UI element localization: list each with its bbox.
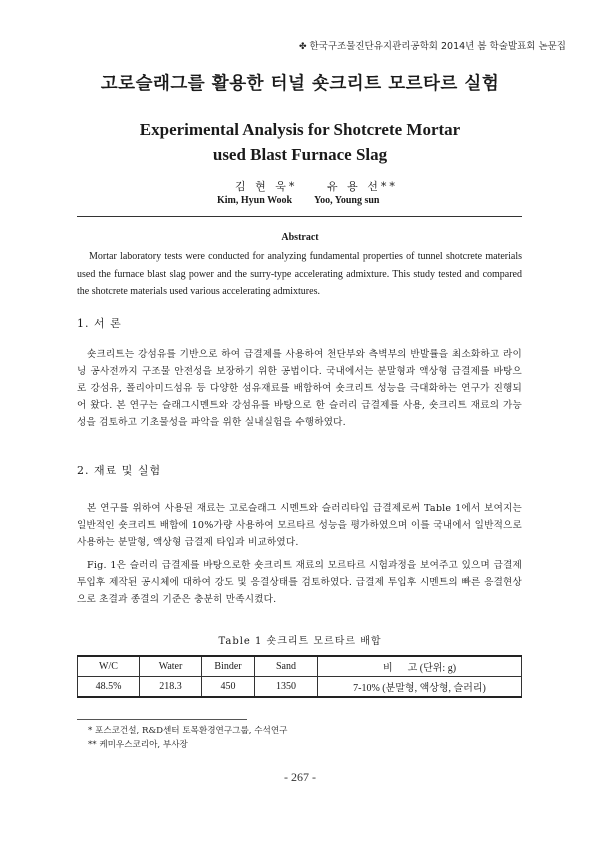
table-header-cell: W/C (78, 656, 140, 677)
section-1-paragraph-1: 숏크리트는 강섬유를 기반으로 하여 급결제를 사용하여 천단부와 측벽부의 반발률을 최소화하고 라이닝 공사전까지 구조물 안전성을 보장하기 위한 공법이다. 국내에서는 분말형과 액상형 급결제를 바탕으로 강섬유, 폴리아미드섬유 등 다양한 섬유재료를 배합하여 숏크리트 성능을 극대화하는 연구가 진행되어 왔다. 본 연구는 슬래그시멘트와 강섬유를 바탕으로 한 슬러리 급결제를 사용, 숏크리트 재료의 가능성을 검토하고 기초물성을 파악을 위한 실내실험을 수행하였다. (77, 349, 522, 428)
table-cell: 7-10% (분말형, 액상형, 슬러리) (318, 677, 522, 698)
author-2-korean-name: 유 용 선** (327, 180, 398, 193)
section-2-paragraph-2: Fig. 1은 슬러리 급결제를 바탕으로한 숏크리트 재료의 모르타르 시험과정을 보여주고 있으며 급결제 투입후 제작된 공시체에 대하여 강도 및 응결상태를 검토하였다. 급결제 투입후 시멘트의 빠른 응결현상으로 초결과 종결의 기준은 충분히 만족시켰다. (77, 560, 522, 605)
table-cell: 1350 (255, 677, 318, 698)
korean-title: 고로슬래그를 활용한 터널 숏크리트 모르타르 실험 (100, 74, 500, 94)
running-header (299, 38, 566, 52)
table-header-cell: Water (140, 656, 202, 677)
header-divider (77, 216, 522, 217)
footnote-divider (77, 719, 247, 720)
table-header-cell: Binder (202, 656, 255, 677)
table-row (78, 677, 522, 698)
table-header-cell: Sand (255, 656, 318, 677)
abstract-text: Mortar laboratory tests were conducted for analyzing fundamental properties of tunnel shotcrete materials used the furnace blast slag power and the surry-type accelerating admixture. This study tested and compared the shotcrete materials used various accelerating admixtures. (77, 251, 522, 297)
table-caption: Table 1 숏크리트 모르타르 배합 (218, 636, 382, 647)
english-title (0, 117, 600, 167)
english-title-line-2: used Blast Furnace Slag (212, 145, 388, 164)
author-1-english-name: Kim, Hyun Wook (217, 195, 293, 206)
table-header-row (78, 656, 522, 677)
english-title-line-1: Experimental Analysis for Shotcrete Mortar (139, 120, 461, 139)
table-cell: 218.3 (140, 677, 202, 698)
header-text: 한국구조물진단유지관리공학회 2014년 봄 학술발표회 논문집 (309, 41, 566, 52)
abstract-heading: Abstract (281, 232, 319, 243)
page-number: - 267 - (284, 770, 316, 784)
section-2-paragraph-1: 본 연구를 위하여 사용된 재료는 고로슬래그 시멘트와 슬러리타입 급결제로써 Table 1에서 보여지는 일반적인 숏크리트 배합에 10%가량 사용하여 모르타르 성능을 평가하였으며 이를 국내에서 일반적으로 사용하는 분말형, 액상형 급결제 타입과 비교하였다. (77, 503, 522, 548)
author-1-korean-name: 김 현 욱* (235, 180, 298, 193)
footnote-2: ** 케미우스코리아, 부사장 (88, 740, 188, 750)
header-mark-icon: ✤ (298, 42, 307, 52)
footnote-1: * 포스코건설, R&D센터 토목환경연구그룹, 수석연구 (88, 726, 288, 736)
author-2-english-name: Yoo, Young sun (314, 195, 380, 206)
table-cell: 450 (202, 677, 255, 698)
table-header-cell: 비 고 (단위: g) (318, 656, 522, 677)
section-1-heading: 1. 서 론 (77, 317, 122, 330)
mix-proportion-table (77, 655, 522, 698)
section-2-heading: 2. 재료 및 실험 (77, 464, 162, 477)
table-cell: 48.5% (78, 677, 140, 698)
